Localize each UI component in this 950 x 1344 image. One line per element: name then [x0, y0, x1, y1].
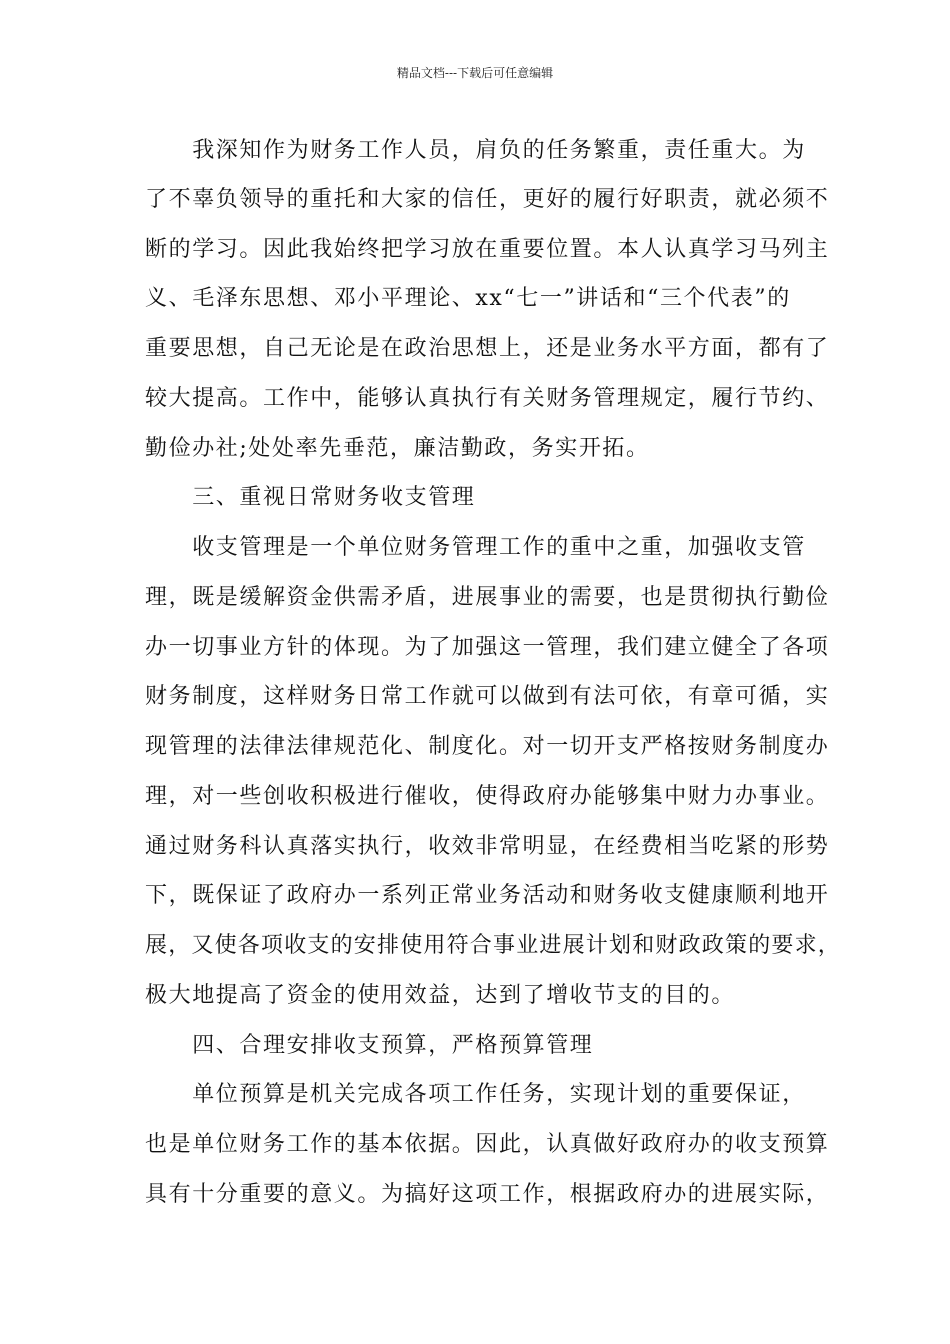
- text-line: 现管理的法律法律规范化、制度化。对一切开支严格按财务制度办: [145, 734, 830, 759]
- text-line: 我深知作为财务工作人员，肩负的任务繁重，责任重大。为: [145, 138, 806, 163]
- text-line: 理，既是缓解资金供需矛盾，进展事业的需要，也是贯彻执行勤俭: [145, 585, 830, 610]
- text-line: 极大地提高了资金的使用效益，达到了增收节支的目的。: [145, 983, 736, 1008]
- text-line: 断的学习。因此我始终把学习放在重要位置。本人认真学习马列主: [145, 237, 830, 262]
- text-line: 具有十分重要的意义。为搞好这项工作，根据政府办的进展实际，: [145, 1182, 830, 1207]
- text-line: 重要思想，自己无论是在政治思想上，还是业务水平方面，都有了: [145, 336, 830, 361]
- text-line: 勤俭办社;处处率先垂范，廉洁勤政，务实开拓。: [145, 436, 650, 461]
- text-line: 收支管理是一个单位财务管理工作的重中之重，加强收支管: [145, 535, 806, 560]
- text-line: 展，又使各项收支的安排使用符合事业进展计划和财政政策的要求，: [145, 933, 842, 958]
- text-line: 通过财务科认真落实执行，收效非常明显，在经费相当吃紧的形势: [145, 834, 830, 859]
- section-heading: 三、重视日常财务收支管理: [145, 485, 476, 510]
- section-heading: 四、合理安排收支预算，严格预算管理: [145, 1033, 594, 1058]
- text-line: 了不辜负领导的重托和大家的信任，更好的履行好职责，就必须不: [145, 187, 830, 212]
- text-line: 办一切事业方针的体现。为了加强这一管理，我们建立健全了各项: [145, 635, 830, 660]
- text-line: 理，对一些创收积极进行催收，使得政府办能够集中财力办事业。: [145, 784, 830, 809]
- text-line: 义、毛泽东思想、邓小平理论、xx“七一”讲话和“三个代表”的: [145, 286, 791, 311]
- text-line: 下，既保证了政府办一系列正常业务活动和财务收支健康顺利地开: [145, 883, 830, 908]
- page-header: 精品文档---下载后可任意编辑: [396, 66, 554, 80]
- text-line: 较大提高。工作中，能够认真执行有关财务管理规定，履行节约、: [145, 386, 830, 411]
- text-line: 财务制度，这样财务日常工作就可以做到有法可依，有章可循，实: [145, 684, 830, 709]
- text-line: 也是单位财务工作的基本依据。因此，认真做好政府办的收支预算: [145, 1132, 830, 1157]
- text-line: 单位预算是机关完成各项工作任务，实现计划的重要保证，: [145, 1082, 806, 1107]
